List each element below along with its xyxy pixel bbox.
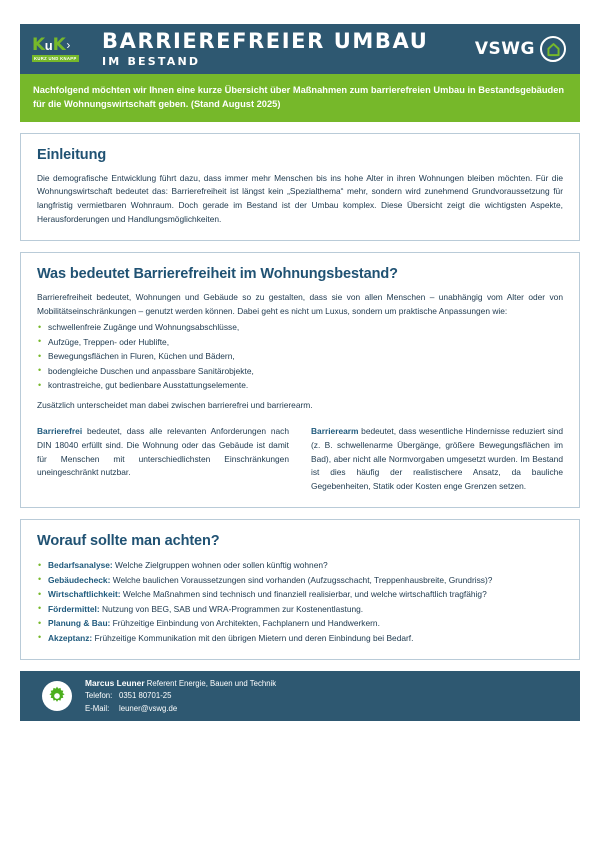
contact-phone-value: 0351 80701-25	[119, 691, 172, 701]
definition-barrierefrei-body: bedeutet, dass alle relevanten Anforderungen nach DIN 18040 erfüllt sind. Die Wohnung oder das Gebäude ist damit für Menschen mit unterschiedlichsten Einschränkungen uneingeschränkt nutzbar.	[37, 426, 289, 478]
definition-barrierefrei-text	[37, 425, 289, 479]
list-item-text: Frühzeitige Kommunikation mit den übrigen Mietern und deren Einbindung bei Bedarf.	[92, 632, 414, 643]
house-icon	[540, 36, 566, 62]
section-einleitung	[20, 133, 580, 241]
list-item: • Aufzüge, Treppen- oder Hublifte,	[37, 335, 563, 349]
list-item-term: Planung & Bau:	[48, 618, 111, 629]
header-title-group	[98, 30, 475, 68]
section-bedeutung-intro: Barrierefreiheit bedeutet, Wohnungen und Gebäude so zu gestalten, dass sie von allen Menschen – unabhängig vom Alter oder von Mobilitätseinschränkungen – genutzt werden können. Dabei geht es nicht um Luxus, sondern um praktische Anpassungen wie:	[37, 292, 563, 316]
definition-barrierearm-body: bedeutet, dass wesentliche Hindernisse reduziert sind (z. B. schwellenarme Übergänge, größere Bewegungsflächen im Bad), aber nicht alle Normvorgaben umgesetzt wurden. Im Bestand ist dies häufig der realistischere Ansatz, da bauliche Gegebenheiten, Statik oder Kosten enge Grenzen setzen.	[311, 426, 563, 491]
gear-icon	[42, 681, 72, 711]
intro-banner	[20, 74, 580, 122]
kuk-logo	[32, 34, 88, 62]
list-item: • Bewegungsflächen in Fluren, Küchen und Bädern,	[37, 349, 563, 363]
definition-barrierearm-term: Barrierearm	[311, 426, 359, 437]
list-item	[37, 616, 563, 630]
definition-barrierefrei	[37, 425, 289, 493]
achten-bullet-list	[37, 558, 563, 645]
list-item-text: Frühzeitige Einbindung von Architekten, Fachplanern und Handwerkern.	[110, 618, 380, 629]
vswg-wordmark: VSWG	[474, 39, 535, 59]
list-item: • bodengleiche Duschen und anpassbare Sanitärobjekte,	[37, 364, 563, 378]
list-item	[37, 602, 563, 616]
list-item-term: Fördermittel:	[48, 603, 100, 614]
chevron-right-icon: ›	[66, 37, 71, 52]
contact-name-row	[85, 677, 276, 691]
definition-barrierefrei-term: Barrierefrei	[37, 426, 83, 437]
kuk-logo-k1: K	[32, 34, 45, 55]
section-bedeutung-note: Zusätzlich unterscheidet man dabei zwischen barrierefrei und barrierearm.	[37, 399, 313, 410]
kuk-logo-k2: K	[52, 34, 66, 55]
page-subtitle: IM BESTAND	[102, 55, 201, 69]
section-achten-heading: Worauf sollte man achten?	[37, 533, 220, 550]
contact-phone-label: Telefon:	[85, 691, 113, 701]
list-item-text: Welche Zielgruppen wohnen oder sollen künftig wohnen?	[112, 560, 328, 571]
definition-barrierearm-text	[311, 425, 563, 493]
section-bedeutung-heading: Was bedeutet Barrierefreiheit im Wohnungsbestand?	[37, 266, 398, 283]
intro-banner-text: Nachfolgend möchten wir Ihnen eine kurze Übersicht über Maßnahmen zum barrierefreien Umbau in Bestandsgebäuden für die Wohnungswirtschaft geben. (Stand August 2025)	[33, 85, 565, 110]
list-item	[37, 631, 563, 645]
list-item	[37, 587, 563, 601]
list-item: • kontrastreiche, gut bedienbare Ausstattungselemente.	[37, 378, 563, 392]
definition-barrierearm	[311, 425, 563, 493]
list-item	[37, 558, 563, 572]
list-item: • schwellenfreie Zugänge und Wohnungsabschlüsse,	[37, 320, 563, 334]
document-footer	[20, 671, 580, 721]
document-header	[20, 24, 580, 74]
list-item-term: Bedarfsanalyse:	[48, 560, 113, 571]
section-einleitung-heading: Einleitung	[37, 146, 107, 163]
list-item	[37, 573, 563, 587]
section-bedeutung	[20, 252, 580, 508]
page-title: BARRIEREFREIER UMBAU	[102, 28, 429, 53]
kuk-logo-tagline: KURZ UND KNAPP	[34, 55, 77, 61]
kuk-logo-u: u	[44, 37, 53, 53]
list-item-text: Welche baulichen Voraussetzungen sind vorhanden (Aufzugsschacht, Treppenhausbreite, Grundriss)?	[110, 574, 493, 585]
contact-phone-row	[85, 690, 276, 703]
contact-email-label: E-Mail:	[85, 703, 110, 713]
contact-name: Marcus Leuner	[85, 677, 145, 688]
contact-email-value[interactable]: leuner@vswg.de	[119, 703, 178, 713]
definition-columns	[37, 425, 563, 493]
contact-details	[85, 677, 276, 716]
contact-role: Referent Energie, Bauen und Technik	[144, 678, 277, 688]
bedeutung-bullet-list	[37, 320, 563, 392]
section-achten	[20, 519, 580, 660]
list-item-text: Welche Maßnahmen sind technisch und finanziell realisierbar, und welche wirtschaftlich tragfähig?	[120, 589, 487, 600]
contact-email-row	[85, 703, 276, 716]
list-item-text: Nutzung von BEG, SAB und WRA-Programmen zur Kostenentlastung.	[99, 603, 364, 614]
section-einleitung-paragraph: Die demografische Entwicklung führt dazu, dass immer mehr Menschen bis ins hohe Alter in ihren Wohnungen bleiben möchten. Für die Wohnungswirtschaft bedeutet das: Barrierefreiheit ist längst kein „Spezialthema“ mehr, sondern wird zunehmend Grundvoraussetzung für langfristig vermietbaren Wohnraum. Doch gerade im Bestand ist der Umbau komplex. Diese Übersicht zeigt die wichtigsten Aspekte, Herausforderungen und Handlungsmöglichkeiten.	[37, 172, 563, 224]
kuk-logo-wordmark	[32, 34, 71, 55]
vswg-logo	[475, 36, 566, 62]
list-item-term: Akzeptanz:	[48, 632, 93, 643]
list-item-term: Gebäudecheck:	[48, 574, 111, 585]
list-item-term: Wirtschaftlichkeit:	[48, 589, 121, 600]
